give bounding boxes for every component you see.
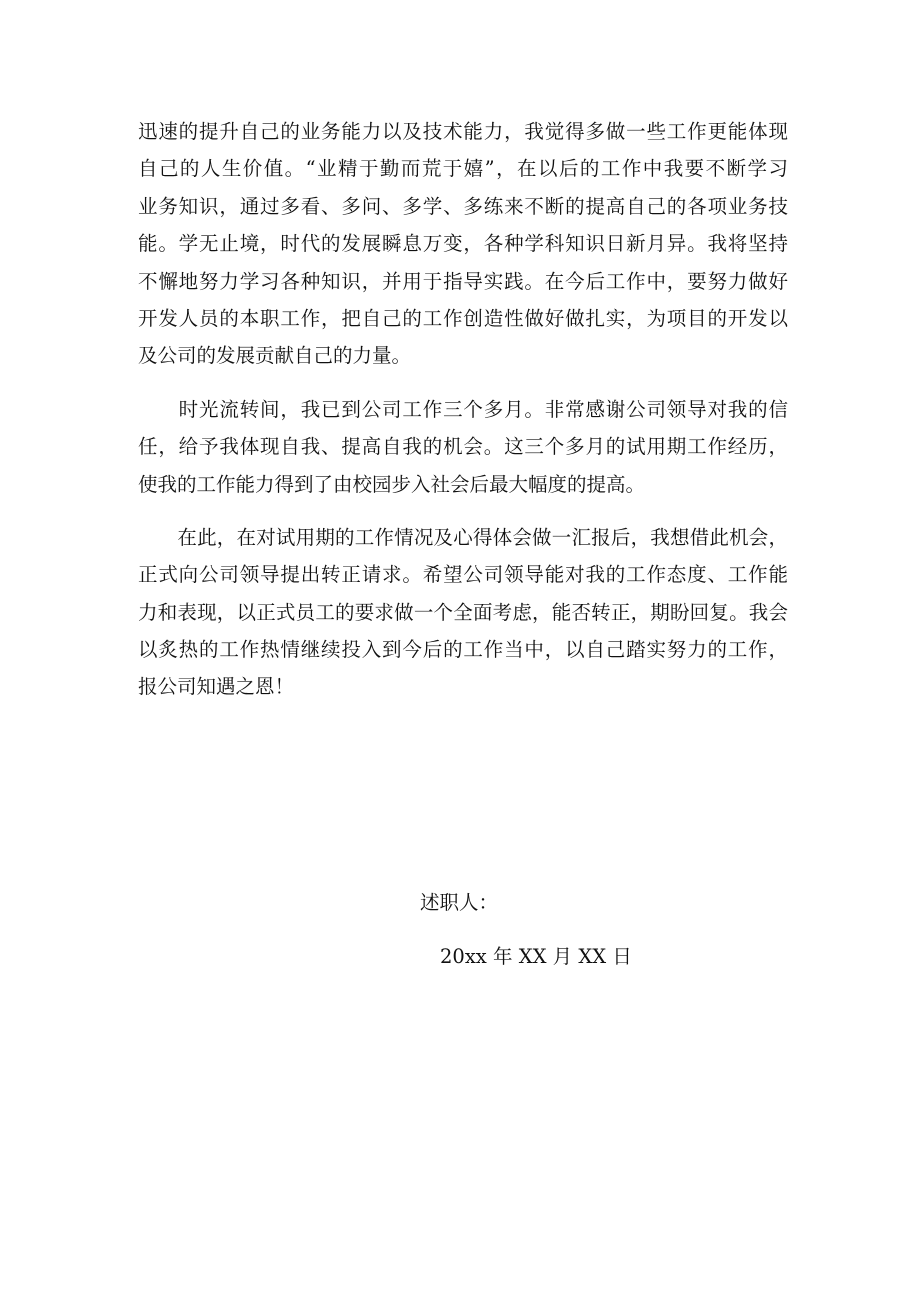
paragraph-line: 以炙热的工作热情继续投入到今后的工作当中，以自己踏实努力的工作， (138, 638, 788, 662)
paragraph-line: 开发人员的本职工作，把自己的工作创造性做好做扎实，为项目的开发以 (138, 306, 788, 330)
document-body (138, 113, 788, 722)
paragraph-line: 不懈地努力学习各种知识，并用于指导实践。在今后工作中，要努力做好 (138, 269, 788, 293)
paragraph-line: 报公司知遇之恩！ (138, 675, 295, 699)
paragraph-line: 时光流转间，我已到公司工作三个多月。非常感谢公司领导对我的信 (138, 397, 788, 421)
paragraph-line: 及公司的发展贡献自己的力量。 (138, 344, 412, 368)
signer-label: 述职人： (420, 891, 499, 914)
paragraph-3 (138, 519, 788, 706)
paragraph-line: 使我的工作能力得到了由校园步入社会后最大幅度的提高。 (138, 472, 646, 496)
paragraph-1 (138, 113, 788, 375)
paragraph-2 (138, 391, 788, 503)
paragraph-line: 业务知识，通过多看、多问、多学、多练来不断的提高自己的各项业务技 (138, 194, 788, 218)
paragraph-line: 任，给予我体现自我、提高自我的机会。这三个多月的试用期工作经历， (138, 435, 788, 459)
paragraph-line: 迅速的提升自己的业务能力以及技术能力，我觉得多做一些工作更能体现 (138, 120, 788, 143)
paragraph-line: 能。学无止境，时代的发展瞬息万变，各种学科知识日新月异。我将坚持 (138, 232, 788, 256)
paragraph-line: 力和表现，以正式员工的要求做一个全面考虑，能否转正，期盼回复。我会 (138, 600, 788, 624)
signature-date: 20xx 年 XX 月 XX 日 (440, 945, 632, 968)
paragraph-line: 自己的人生价值。“业精于勤而荒于嬉”，在以后的工作中我要不断学习 (138, 157, 788, 181)
paragraph-line: 在此，在对试用期的工作情况及心得体会做一汇报后，我想借此机会， (138, 525, 788, 549)
paragraph-line: 正式向公司领导提出转正请求。希望公司领导能对我的工作态度、工作能 (138, 563, 788, 587)
